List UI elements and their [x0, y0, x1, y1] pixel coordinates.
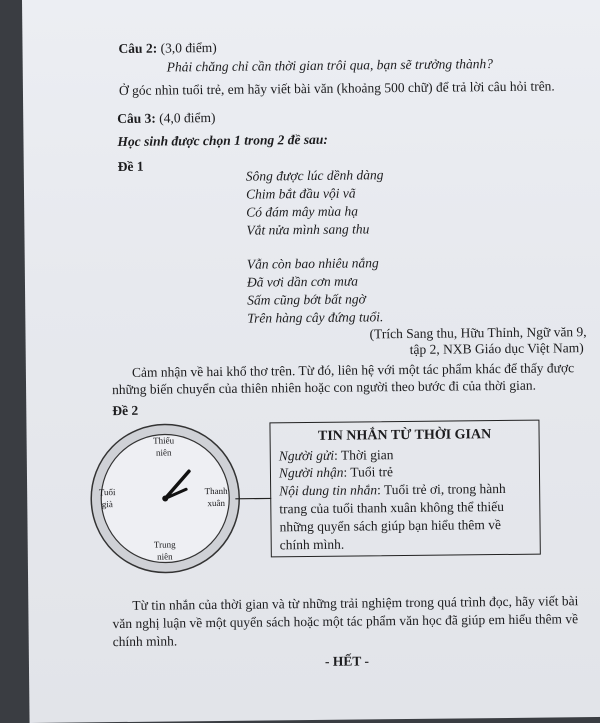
message-box [269, 420, 540, 558]
clock-label-left: Tuổi già [98, 487, 116, 510]
cau3-heading: Câu 3: [117, 110, 156, 127]
poem-line: Sông được lúc dềnh dàng [245, 167, 384, 184]
poem-stanza-2 [247, 255, 384, 328]
message-content-line: chính mình. [279, 536, 345, 553]
message-sender: Người gửi: Thời gian [278, 447, 394, 464]
de2-task-line2: văn nghị luận về một quyển sách hoặc một tác phẩm văn học đã giúp em hiểu thêm về [112, 611, 579, 632]
message-content: Nội dung tin nhắn: Tuổi trẻ ơi, trong hành [279, 480, 506, 499]
cau2-prompt: Ở góc nhìn tuổi trẻ, em hãy viết bài văn (khoảng 500 chữ) để trả lời câu hỏi trên. [118, 78, 555, 98]
message-content-line: trang của tuổi thanh xuân không thể thiếu [279, 498, 504, 517]
footer-end: - HẾT - [324, 653, 370, 669]
message-title: TIN NHẮN TỪ THỜI GIAN [317, 427, 492, 444]
de2-task-line3: chính mình. [112, 633, 178, 650]
poem-citation-2: tập 2, NXB Giáo dục Việt Nam) [409, 340, 584, 357]
cau2-points: (3,0 điểm) [160, 39, 217, 56]
clock-label-right: Thanh xuân [204, 485, 228, 509]
de1-label: Đề 1 [117, 158, 144, 175]
poem-line: Trên hàng cây đứng tuổi. [247, 309, 384, 326]
poem-stanza-1 [246, 167, 384, 240]
poem-line: Đã vơi dần cơn mưa [246, 273, 359, 290]
cau2-quote: Phải chăng chỉ cần thời gian trôi qua, bạn sẽ trưởng thành? [166, 56, 494, 75]
cau3-points: (4,0 điểm) [159, 109, 216, 126]
de2-task-line1: Từ tin nhắn của thời gian và từ những trải nghiệm trong quá trình đọc, hãy viết bài [132, 593, 579, 613]
clock-diagram [84, 420, 246, 587]
poem-line: Vắt nửa mình sang thu [246, 221, 370, 238]
clock-label-top: Thiếu niên [153, 435, 175, 458]
cau2-heading: Câu 2: [118, 40, 158, 56]
clock-label-bottom: Trung niên [153, 539, 176, 562]
poem-line: Vẫn còn bao nhiêu nắng [246, 255, 379, 272]
poem-line: Có đám mây mùa hạ [246, 203, 359, 220]
message-receiver: Người nhận: Tuổi trẻ [278, 464, 394, 481]
poem-line: Chim bắt đầu vội vã [245, 185, 356, 202]
cau3-instruction: Học sinh được chọn 1 trong 2 đề sau: [117, 131, 328, 150]
cau3-heading-line [117, 110, 215, 127]
cau2-heading-line [118, 40, 216, 57]
poem-line: Sấm cũng bớt bất ngờ [247, 291, 366, 308]
exam-paper [22, 0, 600, 723]
de1-task-line1: Cảm nhận về hai khổ thơ trên. Từ đó, liên hệ với một tác phẩm khác để thấy được [131, 360, 575, 380]
poem-citation-1: (Trích Sang thu, Hữu Thỉnh, Ngữ văn 9, [369, 324, 587, 342]
de1-task-line2: những biến chuyển của thiên nhiên hoặc con người theo bước đi của thời gian. [112, 377, 537, 398]
message-content-line: những quyển sách giúp bạn hiểu thêm về [279, 517, 502, 535]
de2-label: Đề 2 [112, 402, 139, 419]
